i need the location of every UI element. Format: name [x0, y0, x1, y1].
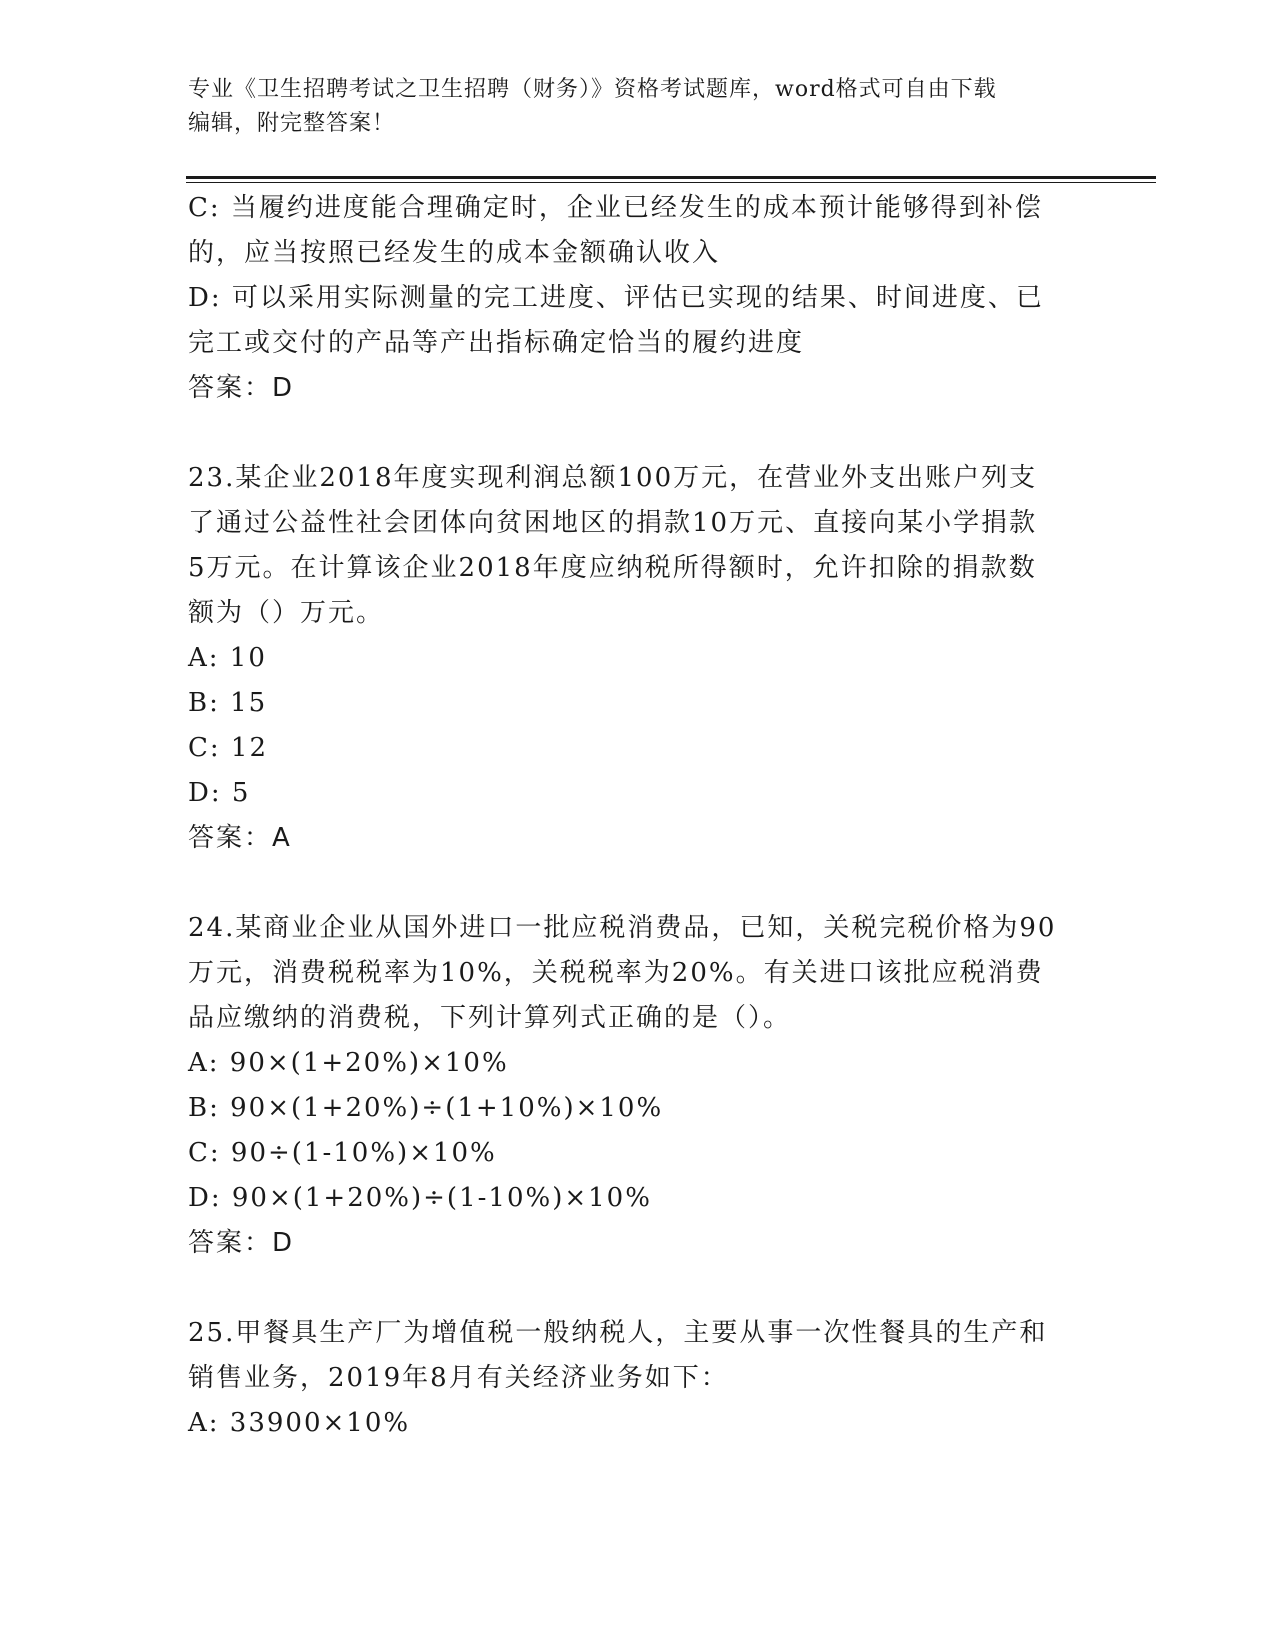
- question-stem-line: 了通过公益性社会团体向贫困地区的捐款10万元、直接向某小学捐款: [188, 508, 1038, 538]
- option-c: C: 12: [188, 733, 269, 763]
- option-a: A: 33900×10%: [188, 1408, 411, 1438]
- question-content: [188, 186, 1088, 1446]
- spacer: [188, 1266, 1088, 1311]
- option-b: B: 90×(1+20%)÷(1+10%)×10%: [188, 1093, 664, 1123]
- question-stem-line: 万元，消费税税率为10%，关税税率为20%。有关进口该批应税消费: [188, 958, 1044, 988]
- question-stem-line: 23.某企业2018年度实现利润总额100万元，在营业外支出账户列支: [188, 463, 1038, 493]
- question-stem-line: 25.甲餐具生产厂为增值税一般纳税人，主要从事一次性餐具的生产和: [188, 1318, 1048, 1348]
- document-header: [188, 73, 1068, 141]
- question-23: [188, 456, 1088, 861]
- question-stem-line: 5万元。在计算该企业2018年度应纳税所得额时，允许扣除的捐款数: [188, 553, 1037, 583]
- option-d-line: D: 可以采用实际测量的完工进度、评估已实现的结果、时间进度、已: [188, 283, 1044, 313]
- question-stem-line: 品应缴纳的消费税，下列计算列式正确的是（）。: [188, 1003, 792, 1033]
- answer-line: 答案：D: [188, 373, 295, 403]
- spacer: [188, 861, 1088, 906]
- header-divider-thin: [186, 182, 1156, 183]
- question-25: [188, 1311, 1088, 1446]
- spacer: [188, 411, 1088, 456]
- question-24: [188, 906, 1088, 1266]
- option-c-line: C: 当履约进度能合理确定时，企业已经发生的成本预计能够得到补偿: [188, 193, 1043, 223]
- header-line: 编辑，附完整答案！: [188, 111, 396, 136]
- option-c: C: 90÷(1-10%)×10%: [188, 1138, 497, 1168]
- question-stem-line: 销售业务，2019年8月有关经济业务如下：: [188, 1363, 729, 1393]
- question-stem-line: 额为（）万元。: [188, 598, 385, 628]
- option-d-line: 完工或交付的产品等产出指标确定恰当的履约进度: [188, 328, 805, 358]
- answer-line: 答案：A: [188, 823, 292, 853]
- option-a: A: 10: [188, 643, 267, 673]
- option-b: B: 15: [188, 688, 268, 718]
- question-22-tail: [188, 186, 1088, 411]
- header-divider-thick: [186, 176, 1156, 179]
- option-a: A: 90×(1+20%)×10%: [188, 1048, 509, 1078]
- option-c-line: 的，应当按照已经发生的成本金额确认收入: [188, 238, 721, 268]
- option-d: D: 90×(1+20%)÷(1-10%)×10%: [188, 1183, 652, 1213]
- header-line: 专业《卫生招聘考试之卫生招聘（财务）》资格考试题库，word格式可自由下载: [188, 77, 997, 102]
- answer-line: 答案：D: [188, 1228, 295, 1258]
- question-stem-line: 24.某商业企业从国外进口一批应税消费品，已知，关税完税价格为90: [188, 913, 1057, 943]
- option-d: D: 5: [188, 778, 251, 808]
